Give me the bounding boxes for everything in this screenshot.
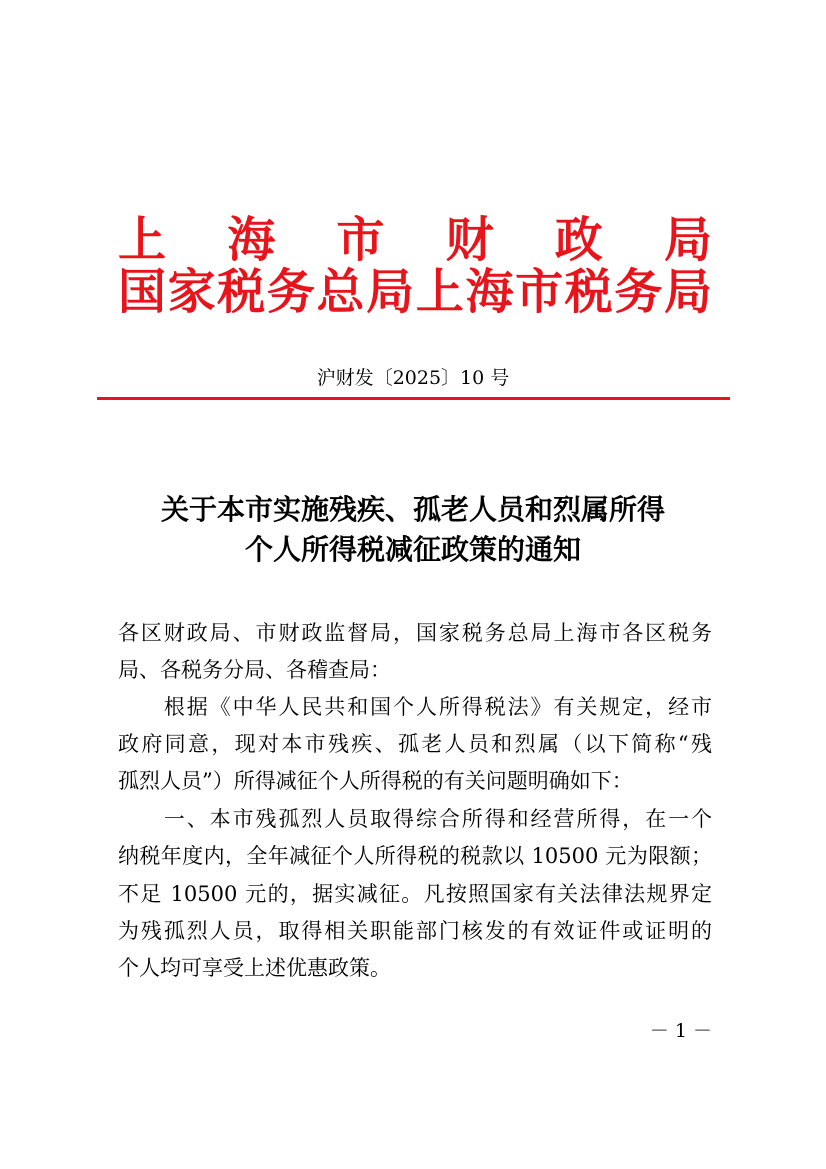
body-line: 根据《中华人民共和国个人所得税法》有关规定，经市 [118, 695, 712, 719]
body-line: 各区财政局、市财政监督局，国家税务总局上海市各区税务 [118, 621, 712, 645]
issuer-header-line-2: 国家税务总局上海市税务局 [118, 264, 712, 320]
body-line: 不足 10500 元的，据实减征。凡按照国家有关法律法规界定 [118, 882, 712, 906]
issuer-header-line-1: 上 海 市 财 政 局 [118, 212, 712, 268]
document-title-line-2: 个人所得税减征政策的通知 [244, 533, 581, 566]
page-number: － 1 － [649, 1020, 712, 1042]
body-line: 为残孤烈人员，取得相关职能部门核发的有效证件或证明的 [118, 919, 712, 943]
document-number: 沪财发〔2025〕10 号 [316, 367, 510, 389]
body-line: 纳税年度内，全年减征个人所得税的税款以 10500 元为限额； [118, 844, 712, 868]
body-line: 孤烈人员”）所得减征个人所得税的有关问题明确如下： [118, 769, 633, 793]
body-line: 政府同意，现对本市残疾、孤老人员和烈属（以下简称“残 [118, 732, 712, 756]
body-line: 一、本市残孤烈人员取得综合所得和经营所得，在一个 [118, 807, 712, 831]
body-line: 局、各税务分局、各稽查局： [118, 658, 391, 682]
document-title-line-1: 关于本市实施残疾、孤老人员和烈属所得 [160, 493, 665, 526]
red-divider [97, 397, 730, 400]
body-line: 个人均可享受上述优惠政策。 [118, 956, 391, 980]
